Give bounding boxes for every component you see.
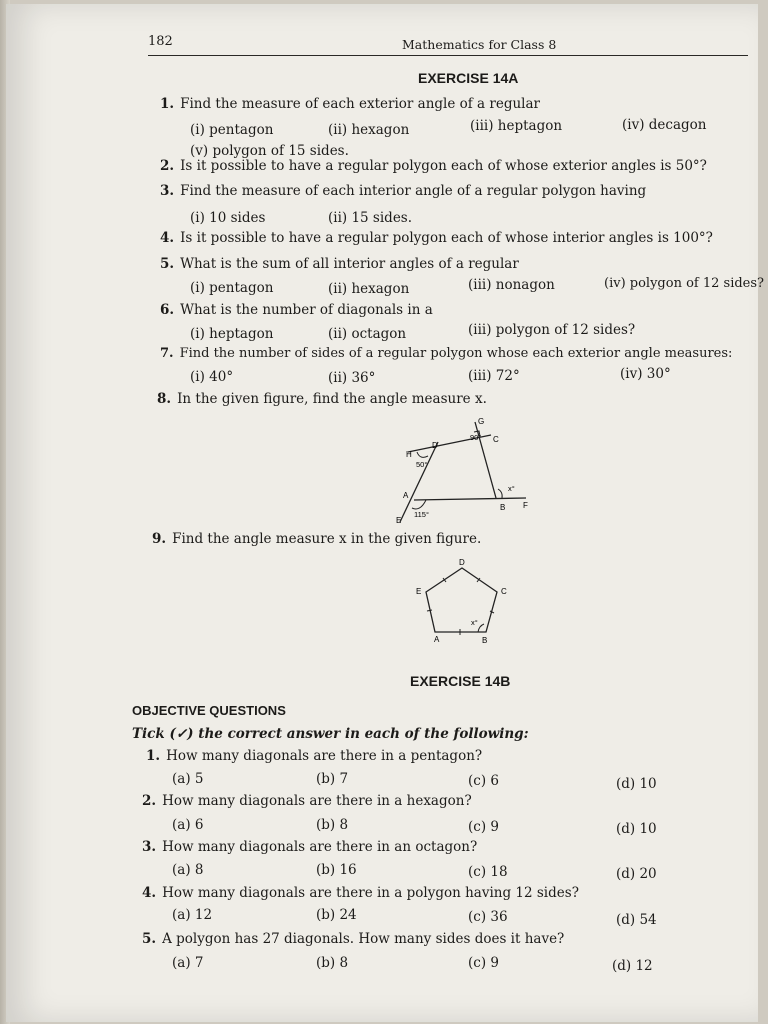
q6-option-iii: (iii) polygon of 12 sides? <box>468 322 636 338</box>
fig2-tick-mark <box>427 610 432 611</box>
fig1-angle-arc-b <box>498 489 502 498</box>
fig2-label-a: A <box>434 635 440 644</box>
fig1-label-115: 115° <box>414 510 429 519</box>
b-question-5: 5. A polygon has 27 diagonals. How many sides does it have? <box>142 931 565 947</box>
fig2-label-d: D <box>459 558 465 567</box>
fig2-label-b: B <box>482 636 488 645</box>
b-q3-option-c: (c) 18 <box>468 864 508 880</box>
header-rule <box>148 55 748 56</box>
fig2-angle-arc <box>478 624 484 632</box>
b-q1-option-d: (d) 10 <box>616 776 657 792</box>
fig1-label-g: G <box>478 417 485 426</box>
question-9: 9. Find the angle measure x in the given figure. <box>152 531 482 547</box>
objective-questions-heading: OBJECTIVE QUESTIONS <box>132 703 286 718</box>
book-title: Mathematics for Class 8 <box>402 37 557 52</box>
b-q3-option-b: (b) 16 <box>316 862 357 878</box>
q6-option-ii: (ii) octagon <box>328 326 407 342</box>
fig1-label-a: A <box>403 491 409 500</box>
b-q1-option-b: (b) 7 <box>316 771 349 787</box>
q7-option-ii: (ii) 36° <box>328 370 376 386</box>
b-q2-option-a: (a) 6 <box>172 817 204 833</box>
fig1-angle-arc-d <box>417 452 428 457</box>
q1-option-iii: (iii) heptagon <box>470 118 563 134</box>
q1-option-i: (i) pentagon <box>190 122 274 138</box>
fig2-label-e: E <box>416 587 422 596</box>
b-q5-option-b: (b) 8 <box>316 955 349 971</box>
figure-q8 <box>390 412 540 527</box>
fig2-label-c: C <box>501 587 507 596</box>
q3-option-ii: (ii) 15 sides. <box>328 210 413 226</box>
b-q1-option-c: (c) 6 <box>468 773 499 789</box>
b-q5-option-a: (a) 7 <box>172 955 204 971</box>
fig1-label-c: C <box>493 435 499 444</box>
q6-option-i: (i) heptagon <box>190 326 274 342</box>
fig1-label-e: E <box>396 516 402 525</box>
figure-q9 <box>410 556 520 646</box>
b-q5-option-c: (c) 9 <box>468 955 499 971</box>
b-q2-option-d: (d) 10 <box>616 821 657 837</box>
fig2-pentagon <box>426 568 497 632</box>
question-8: 8. In the given figure, find the angle measure x. <box>157 391 487 407</box>
exercise-14a-title: EXERCISE 14A <box>418 70 519 86</box>
fig1-line-a-f <box>414 498 526 500</box>
page-number: 182 <box>148 34 173 49</box>
fig1-label-50: 50° <box>416 460 428 469</box>
q5-option-iv: (iv) polygon of 12 sides? <box>604 276 765 291</box>
q7-option-iv: (iv) 30° <box>620 366 671 382</box>
question-1: 1. Find the measure of each exterior angle of a regular <box>160 96 540 112</box>
b-q2-option-b: (b) 8 <box>316 817 349 833</box>
b-q4-option-c: (c) 36 <box>468 909 508 925</box>
exercise-14b-title: EXERCISE 14B <box>410 673 511 689</box>
q5-option-ii: (ii) hexagon <box>328 281 410 297</box>
fig1-angle-arc-a <box>412 500 426 509</box>
instruction-text: Tick (✓) the correct answer in each of the following: <box>132 726 529 742</box>
b-q4-option-d: (d) 54 <box>616 912 657 928</box>
q5-option-i: (i) pentagon <box>190 280 274 296</box>
fig1-label-f: F <box>523 501 528 510</box>
q5-option-iii: (iii) nonagon <box>468 277 555 293</box>
q1-option-iv: (iv) decagon <box>622 117 707 133</box>
question-5: 5. What is the sum of all interior angles of a regular <box>160 256 519 272</box>
fig1-label-90: 90° <box>470 433 482 442</box>
question-7: 7. Find the number of sides of a regular polygon whose each exterior angle measures: <box>160 346 733 361</box>
fig2-label-x: x° <box>471 618 478 627</box>
b-question-1: 1. How many diagonals are there in a pentagon? <box>146 748 483 764</box>
question-6: 6. What is the number of diagonals in a <box>160 302 433 318</box>
fig1-label-b: B <box>500 503 506 512</box>
b-q4-option-a: (a) 12 <box>172 907 213 923</box>
b-q2-option-c: (c) 9 <box>468 819 499 835</box>
b-q3-option-a: (a) 8 <box>172 862 204 878</box>
fig1-label-d: D <box>432 441 438 450</box>
question-2: 2. Is it possible to have a regular polygon each of whose exterior angles is 50°? <box>160 158 707 174</box>
b-q3-option-d: (d) 20 <box>616 866 657 882</box>
b-question-2: 2. How many diagonals are there in a hexagon? <box>142 793 472 809</box>
q7-option-iii: (iii) 72° <box>468 368 520 384</box>
q1-option-v: (v) polygon of 15 sides. <box>190 143 349 159</box>
b-q5-option-d: (d) 12 <box>612 958 653 974</box>
question-4: 4. Is it possible to have a regular polygon each of whose interior angles is 100°? <box>160 230 713 246</box>
b-question-3: 3. How many diagonals are there in an octagon? <box>142 839 478 855</box>
q7-option-i: (i) 40° <box>190 369 234 385</box>
question-3: 3. Find the measure of each interior angle of a regular polygon having <box>160 183 647 199</box>
fig1-label-x: x° <box>508 484 515 493</box>
q3-option-i: (i) 10 sides <box>190 210 266 226</box>
b-question-4: 4. How many diagonals are there in a polygon having 12 sides? <box>142 885 579 901</box>
q1-option-ii: (ii) hexagon <box>328 122 410 138</box>
b-q4-option-b: (b) 24 <box>316 907 357 923</box>
fig1-label-h: H <box>406 450 412 459</box>
b-q1-option-a: (a) 5 <box>172 771 204 787</box>
